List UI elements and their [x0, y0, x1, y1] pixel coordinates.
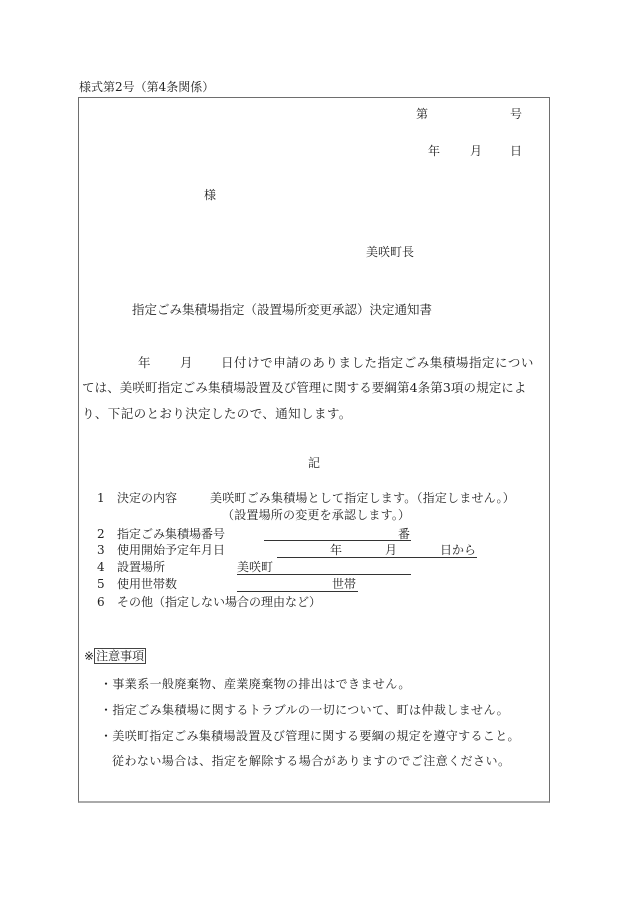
ki-heading: 記	[308, 456, 321, 470]
document-title: 指定ごみ集積場指定（設置場所変更承認）決定通知書	[132, 302, 433, 317]
item-1-number: 1	[97, 491, 105, 505]
notice-frame	[78, 97, 550, 803]
item-3-year: 年	[330, 543, 343, 557]
item-2-suffix: 番	[398, 527, 411, 541]
addressee-suffix: 様	[204, 188, 217, 202]
item-4-value: 美咲町	[237, 560, 274, 574]
item-5-label: 使用世帯数	[117, 577, 178, 591]
item-2-label: 指定ごみ集積場番号	[117, 527, 226, 541]
item-5-number: 5	[97, 577, 105, 591]
item-6-label: その他（指定しない場合の理由など）	[117, 595, 322, 609]
body-line-3: り、下記のとおり決定したので、通知します。	[82, 406, 352, 421]
note-item-1: ・事業系一般廃棄物、産業廃棄物の排出はできません。	[100, 677, 411, 691]
reference-mark: ※	[84, 649, 95, 663]
item-2-underline	[264, 540, 411, 541]
date-year: 年	[428, 144, 441, 158]
item-4-underline	[237, 574, 411, 575]
item-3-underline	[277, 557, 477, 558]
issuer-name: 美咲町長	[366, 245, 415, 259]
item-1-value-2: （設置場所の変更を承認します。）	[222, 508, 411, 522]
item-1-value: 美咲町ごみ集積場として指定します。（指定しません。）	[210, 491, 515, 505]
note-item-2: ・指定ごみ集積場に関するトラブルの一切について、町は仲裁しません。	[100, 703, 509, 717]
item-3-month: 月	[385, 543, 398, 557]
date-day: 日	[510, 144, 523, 158]
body-year: 年	[138, 355, 151, 370]
item-3-day: 日から	[440, 543, 477, 557]
item-3-number: 3	[97, 543, 105, 557]
body-line-1: 日付けで申請のありました指定ごみ集積場指定につい	[221, 355, 534, 370]
note-item-3-continued: 従わない場合は、指定を解除する場合がありますのでご注意ください。	[112, 754, 511, 768]
item-3-label: 使用開始予定年月日	[117, 543, 226, 557]
date-month: 月	[470, 144, 483, 158]
notes-heading	[84, 649, 146, 663]
item-5-underline	[237, 591, 358, 592]
item-4-label: 設置場所	[117, 560, 166, 574]
note-item-3: ・美咲町指定ごみ集積場設置及び管理に関する要綱の規定を遵守すること。	[100, 729, 520, 743]
item-1-label: 決定の内容	[117, 491, 178, 505]
body-line-2: ては、美咲町指定ごみ集積場設置及び管理に関する要綱第4条第3項の規定によ	[82, 380, 527, 395]
item-4-number: 4	[97, 560, 105, 574]
item-6-number: 6	[97, 595, 105, 609]
number-suffix: 号	[510, 107, 523, 121]
form-number-label: 様式第2号（第4条関係）	[79, 80, 215, 94]
item-2-number: 2	[97, 527, 105, 541]
body-month: 月	[180, 355, 193, 370]
item-5-suffix: 世帯	[332, 577, 357, 591]
number-prefix: 第	[416, 107, 429, 121]
notes-heading-text: 注意事項	[96, 649, 145, 663]
